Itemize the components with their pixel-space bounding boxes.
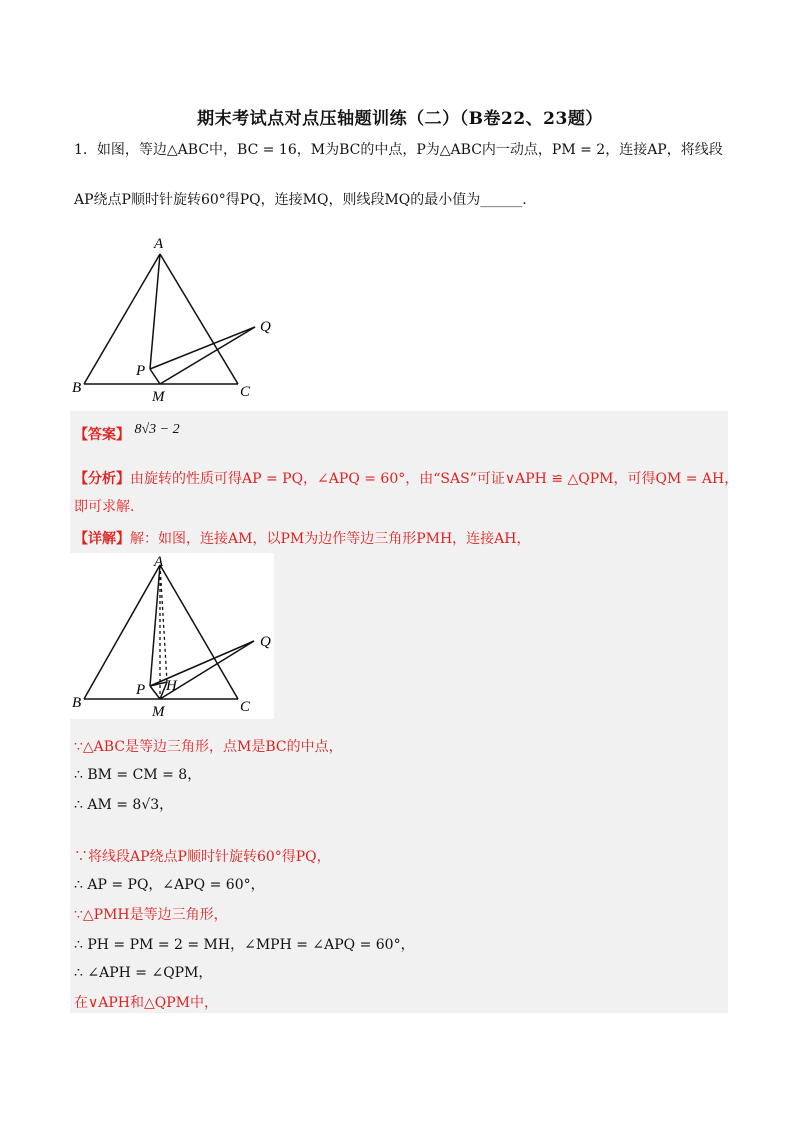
fig1-segment-mq <box>160 327 255 384</box>
detail-tag: 【详解】 <box>74 531 130 547</box>
step-7: ∴ PH = PM = 2 = MH，∠MPH = ∠APQ = 60°， <box>74 937 415 953</box>
fig2-label-m: M <box>152 704 165 719</box>
page-title: 期末考试点对点压轴题训练（二）（B卷22、23题） <box>197 109 603 129</box>
answer-tag: 【答案】 <box>74 427 130 443</box>
step-5: ∴ AP = PQ，∠APQ = 60°， <box>74 877 265 893</box>
step-9: 在∨APH和△QPM中， <box>74 995 218 1011</box>
fig1-label-a: A <box>154 236 164 252</box>
fig1-label-b: B <box>72 380 82 396</box>
step-8: ∴ ∠APH = ∠QPM， <box>74 965 213 981</box>
step-4: ∵将线段AP绕点P顺时针旋转60°得PQ， <box>74 849 331 865</box>
detail-text: 解：如图，连接AM，以PM为边作等边三角形PMH，连接AH， <box>130 531 531 547</box>
fig1-segment-pq <box>150 327 255 369</box>
analysis-tag: 【分析】 <box>74 471 130 487</box>
step-1: ∵△ABC是等边三角形，点M是BC的中点， <box>74 739 343 755</box>
analysis-line-1 <box>74 468 738 488</box>
step-2: ∴ BM = CM = 8， <box>74 767 202 783</box>
question-line-2: AP绕点P顺时针旋转60°得PQ，连接MQ，则线段MQ的最小值为______. <box>74 192 527 208</box>
step-3: ∴ AM = 8√3， <box>74 797 174 813</box>
fig2-label-a: A <box>154 554 164 570</box>
step-6: ∵△PMH是等边三角形， <box>74 907 228 923</box>
fig2-label-p: P <box>136 682 146 698</box>
fig2-label-b: B <box>72 695 82 711</box>
fig1-label-q: Q <box>260 319 271 335</box>
answer-value: 8√3 − 2 <box>134 422 180 437</box>
answer-line <box>74 424 180 444</box>
figure-1 <box>70 232 290 408</box>
fig1-label-p: P <box>136 363 146 379</box>
fig2-label-c: C <box>240 699 251 715</box>
fig1-segment-ap <box>150 254 160 369</box>
analysis-text-1: 由旋转的性质可得AP = PQ，∠APQ = 60°，由“SAS”可证∨APH ≌ △QPM，可得QM = AH， <box>130 471 739 487</box>
fig1-side-ab <box>84 254 160 384</box>
detail-line <box>74 528 530 548</box>
figure-2 <box>70 553 274 719</box>
fig1-label-m: M <box>152 389 165 405</box>
fig1-side-ac <box>160 254 238 384</box>
fig2-label-h: H <box>166 678 177 694</box>
fig1-label-c: C <box>240 384 251 400</box>
question-line-1: 1．如图，等边△ABC中，BC = 16，M为BC的中点，P为△ABC内一动点，PM = 2，连接AP，将线段 <box>74 142 723 158</box>
fig2-label-q: Q <box>260 634 271 650</box>
fig1-segment-pm <box>150 369 160 384</box>
analysis-line-2: 即可求解. <box>74 499 135 515</box>
